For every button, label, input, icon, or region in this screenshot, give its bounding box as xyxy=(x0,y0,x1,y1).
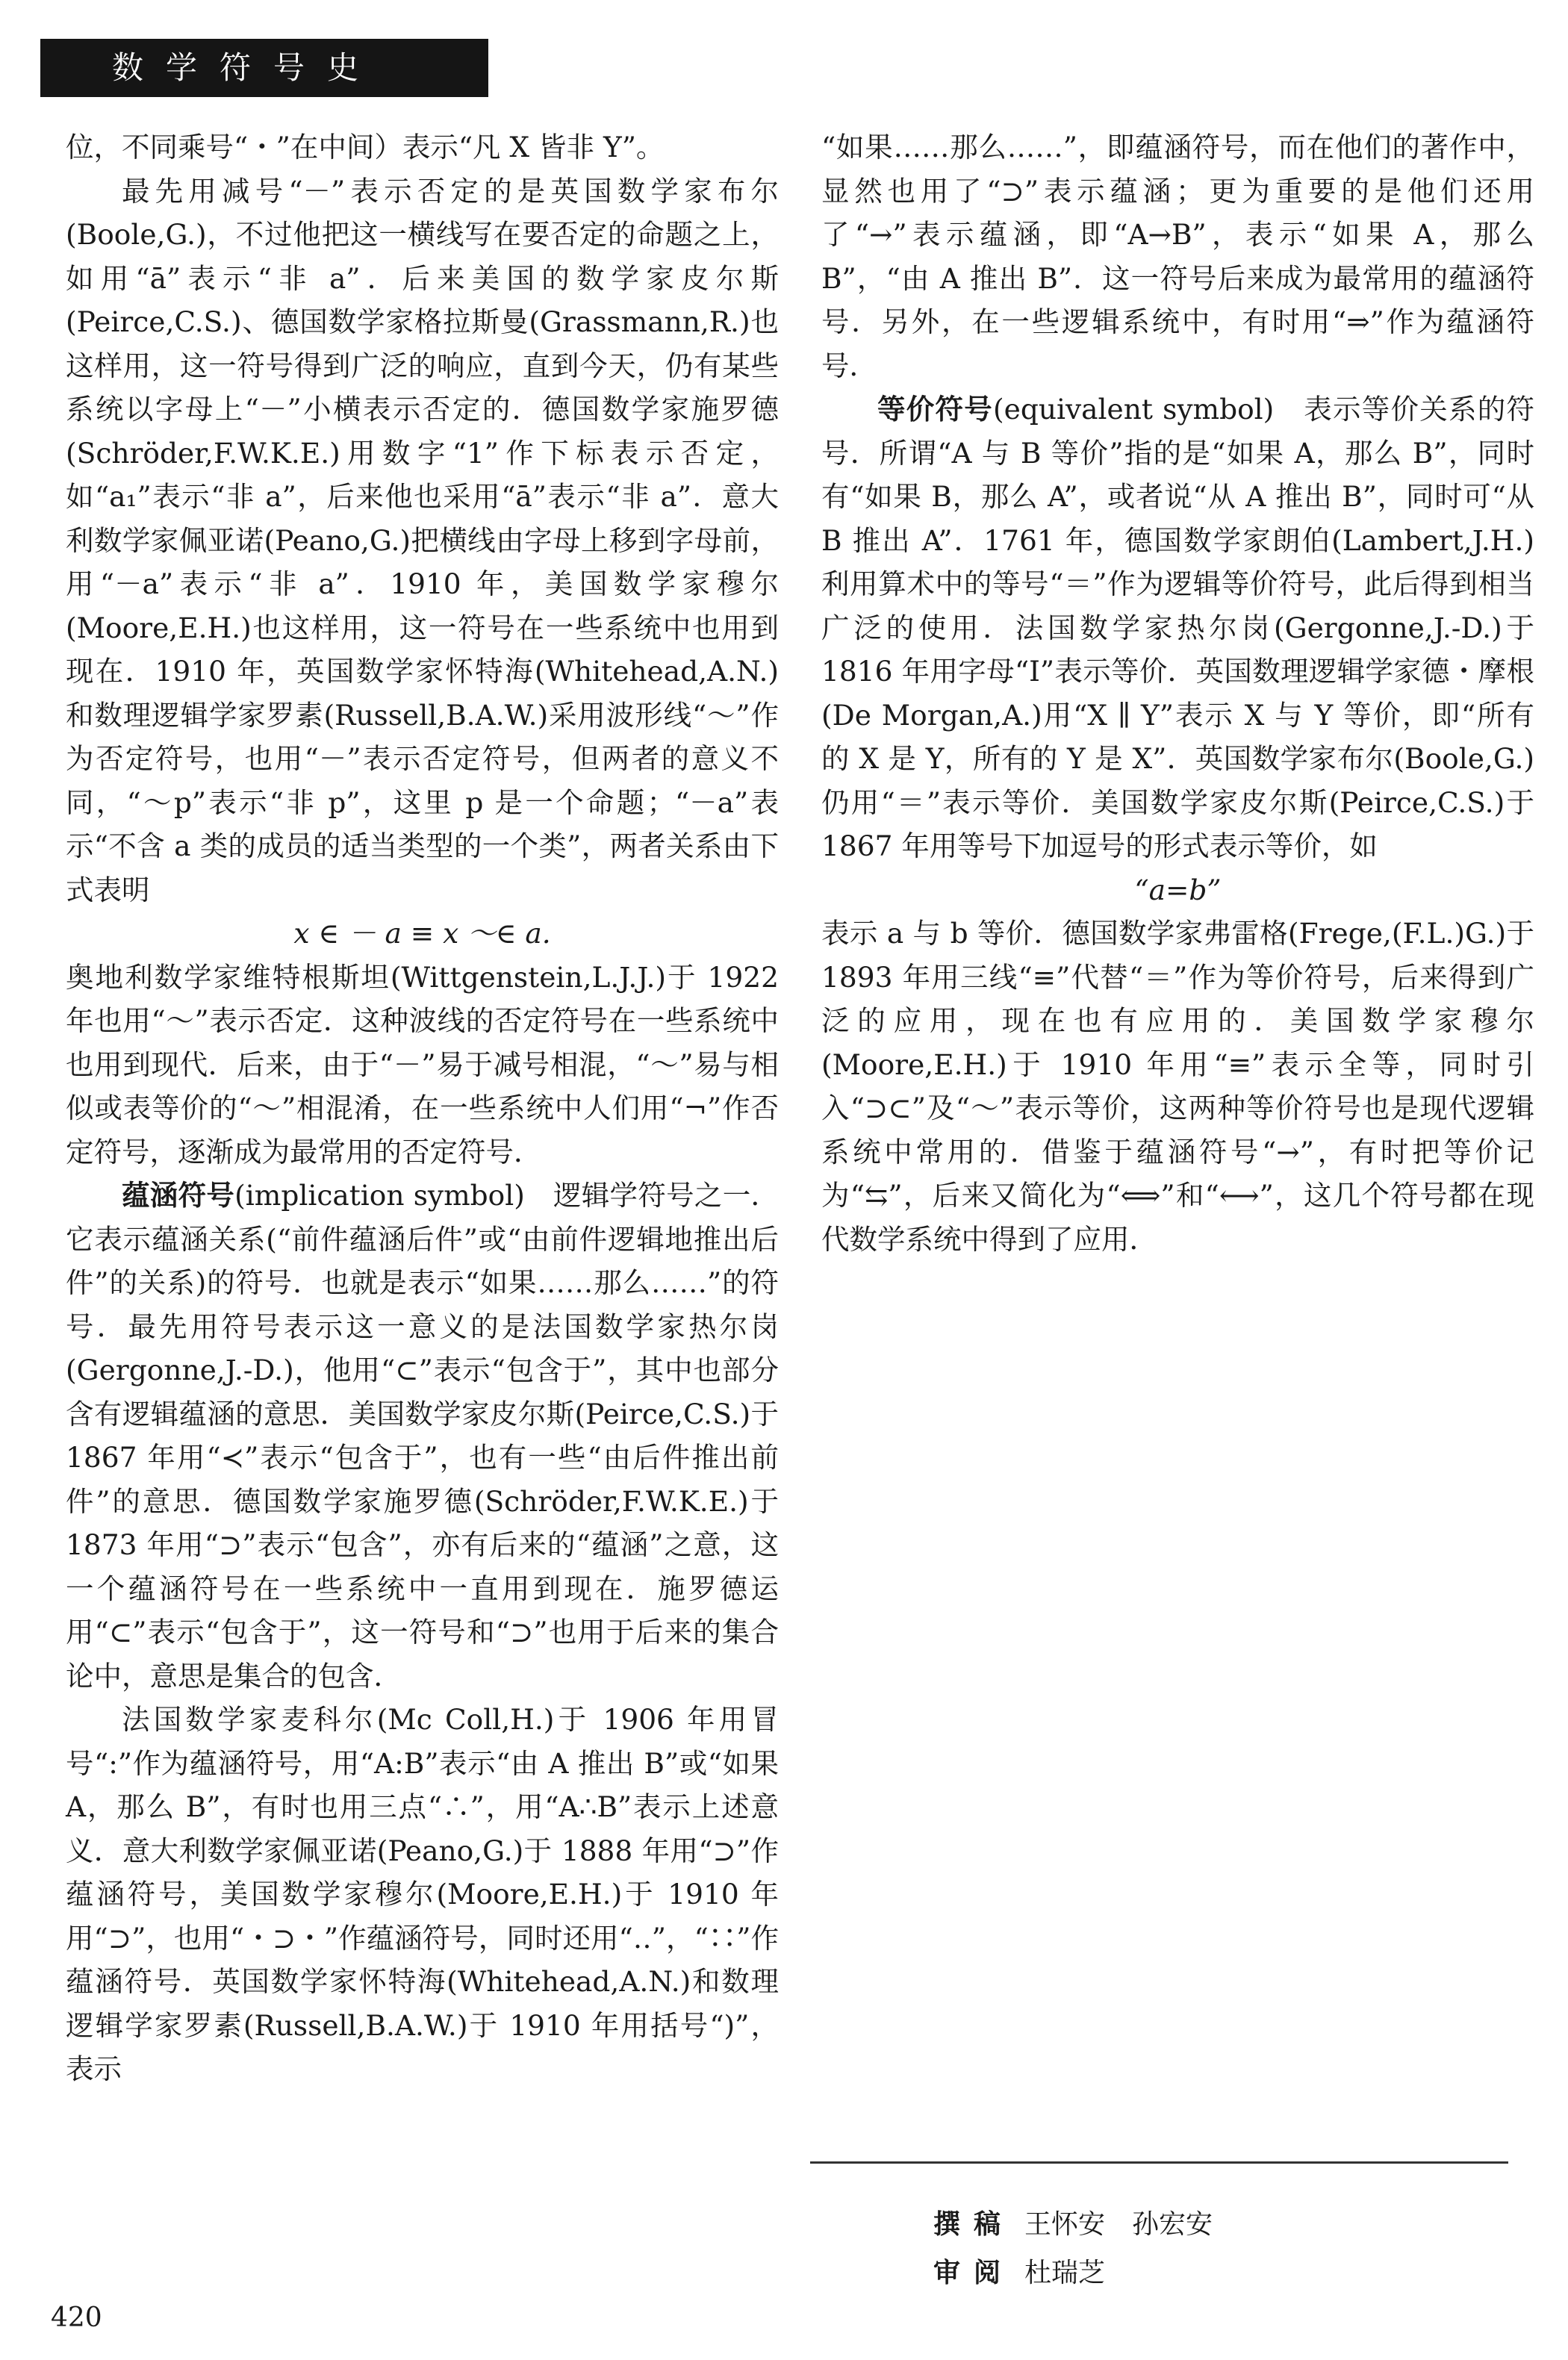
paragraph-negation-wittgenstein: 奥地利数学家维特根斯坦(Wittgenstein,L.J.J.)于 1922 年也用“～”表示否定．这种波线的否定符号在一些系统中也用到现代．后来，由于“－”易于减号相混，“～”易与相似或表等价的“～”相混淆，在一些系统中人们用“¬”作否定符号，逐渐成为最常用的否定符号． xyxy=(66,960,779,1168)
credit-reviewer xyxy=(933,2255,1105,2292)
term-implication-english: (implication symbol) xyxy=(234,1179,525,1212)
formula-negation-relation: x ∈ － a ≡ x ～∈ a. xyxy=(293,917,551,950)
paragraph-implication-mccoll: 法国数学家麦科尔(Mc Coll,H.)于 1906 年用冒号“:”作为蕴涵符号，用“A:B”表示“由 A 推出 B”或“如果 A，那么 B”，有时也用三点“∴”，用“A∴B”表示上述意义．意大利数学家佩亚诺(Peano,G.)于 1888 年用“⊃”作蕴涵符号，美国数学家穆尔(Moore,E.H.)于 1910 年用“⊃”，也用“・⊃・”作蕴涵符号，同时还用“‥”，“∷”作蕴涵符号．英国数学家怀特海(Whitehead,A.N.)和数理逻辑学家罗素(Russell,B.A.W.)于 1910 年用括号“)”，表示 xyxy=(66,1703,779,2085)
paragraph-implication-body: 逻辑学符号之一．它表示蕴涵关系(“前件蕴涵后件”或“由前件逻辑地推出后件”的关系)的符号．也就是表示“如果……那么……”的符号．最先用符号表示这一意义的是法国数学家热尔岗(Gergonne,J.-D.)，他用“⊂”表示“包含于”，其中也部分含有逻辑蕴涵的意思．美国数学家皮尔斯(Peirce,C.S.)于 1867 年用“≺”表示“包含于”，也有一些“由后件推出前件”的意思．德国数学家施罗德(Schröder,F.W.K.E.)于 1873 年用“⊃”表示“包含”，亦有后来的“蕴涵”之意，这一个蕴涵符号在一些系统中一直用到现在．施罗德运用“⊂”表示“包含于”，这一符号和“⊃”也用于后来的集合论中，意思是集合的包含． xyxy=(66,1179,779,1693)
running-header-title: 数学符号史 xyxy=(112,49,382,86)
paragraph-implication-continued: “如果……那么……”，即蕴涵符号，而在他们的著作中，显然也用了“⊃”表示蕴涵；更为重要的是他们还用了“→”表示蕴涵，即“A→B”，表示“如果 A，那么 B”，“由 A 推出 B”．这一符号后来成为最常用的蕴涵符号．另外，在一些逻辑系统中，有时用“⇒”作为蕴涵符号． xyxy=(821,131,1534,382)
term-equivalent-english: (equivalent symbol) xyxy=(993,393,1275,426)
paragraph-equivalent-symbol xyxy=(821,387,1534,868)
credit-author-names: 王怀安 孙宏安 xyxy=(1024,2209,1213,2240)
paragraph-implication-symbol xyxy=(66,1174,779,1698)
paragraph-negation-continued: 位，不同乘号“・”在中间）表示“凡 X 皆非 Y”。 xyxy=(66,131,665,164)
paragraph-negation-boole: 最先用减号“－”表示否定的是英国数学家布尔(Boole,G.)，不过他把这一横线写在要否定的命题之上，如用“ā”表示“非 a”．后来美国的数学家皮尔斯(Peirce,C.S.)、德国数学家格拉斯曼(Grassmann,R.)也这样用，这一符号得到广泛的响应，直到今天，仍有某些系统以字母上“－”小横表示否定的．德国数学家施罗德(Schröder,F.W.K.E.)用数字“1”作下标表示否定，如“a₁”表示“非 a”，后来他也采用“ā”表示“非 a”．意大利数学家佩亚诺(Peano,G.)把横线由字母上移到字母前，用“－a”表示“非 a”．1910 年，美国数学家穆尔(Moore,E.H.)也这样用，这一符号在一些系统中也用到现在．1910 年，英国数学家怀特海(Whitehead,A.N.)和数理逻辑学家罗素(Russell,B.A.W.)采用波形线“～”作为否定符号，也用“－”表示否定符号，但两者的意义不同，“～p”表示“非 p”，这里 p 是一个命题；“－a”表示“不含 a 类的成员的适当类型的一个类”，两者关系由下式表明 xyxy=(66,174,779,906)
credit-review-names: 杜瑞芝 xyxy=(1024,2258,1106,2288)
credit-author-role: 撰稿 xyxy=(933,2209,1015,2240)
right-column xyxy=(821,125,1534,1261)
credit-author xyxy=(933,2206,1213,2244)
credits-divider xyxy=(810,2161,1508,2164)
page-number: 420 xyxy=(51,2303,102,2333)
paragraph-equivalent-body: 表示等价关系的符号．所谓“A 与 B 等价”指的是“如果 A，那么 B”，同时有“如果 B，那么 A”，或者说“从 A 推出 B”，同时可“从 B 推出 A”．1761 年，德国数学家朗伯(Lambert,J.H.)利用算术中的等号“＝”作为逻辑等价符号，此后得到相当广泛的使用．法国数学家热尔岗(Gergonne,J.-D.)于 1816 年用字母“I”表示等价．英国数理逻辑学家德・摩根(De Morgan,A.)用“X ∥ Y”表示 X 与 Y 等价，即“所有的 X 是 Y，所有的 Y 是 X”．英国数学家布尔(Boole,G.)仍用“＝”表示等价．美国数学家皮尔斯(Peirce,C.S.)于 1867 年用等号下加逗号的形式表示等价，如 xyxy=(821,393,1535,862)
formula-peirce-equivalence: “a=b” xyxy=(1134,873,1222,906)
credit-review-role: 审阅 xyxy=(933,2258,1015,2288)
term-implication: 蕴涵符号 xyxy=(122,1179,235,1212)
left-column xyxy=(66,125,779,2091)
paragraph-equivalent-frege: 表示 a 与 b 等价．德国数学家弗雷格(Frege,(F.L.)G.)于 1893 年用三线“≡”代替“＝”作为等价符号，后来得到广泛的应用，现在也有应用的．美国数学家穆尔(Moore,E.H.)于 1910 年用“≡”表示全等，同时引入“⊃⊂”及“～”表示等价，这两种等价符号也是现代逻辑系统中常用的．借鉴于蕴涵符号“→”，有时把等价记为“⇆”，后来又简化为“⟺”和“⟷”，这几个符号都在现代数学系统中得到了应用． xyxy=(821,917,1534,1256)
term-equivalent: 等价符号 xyxy=(877,393,993,426)
